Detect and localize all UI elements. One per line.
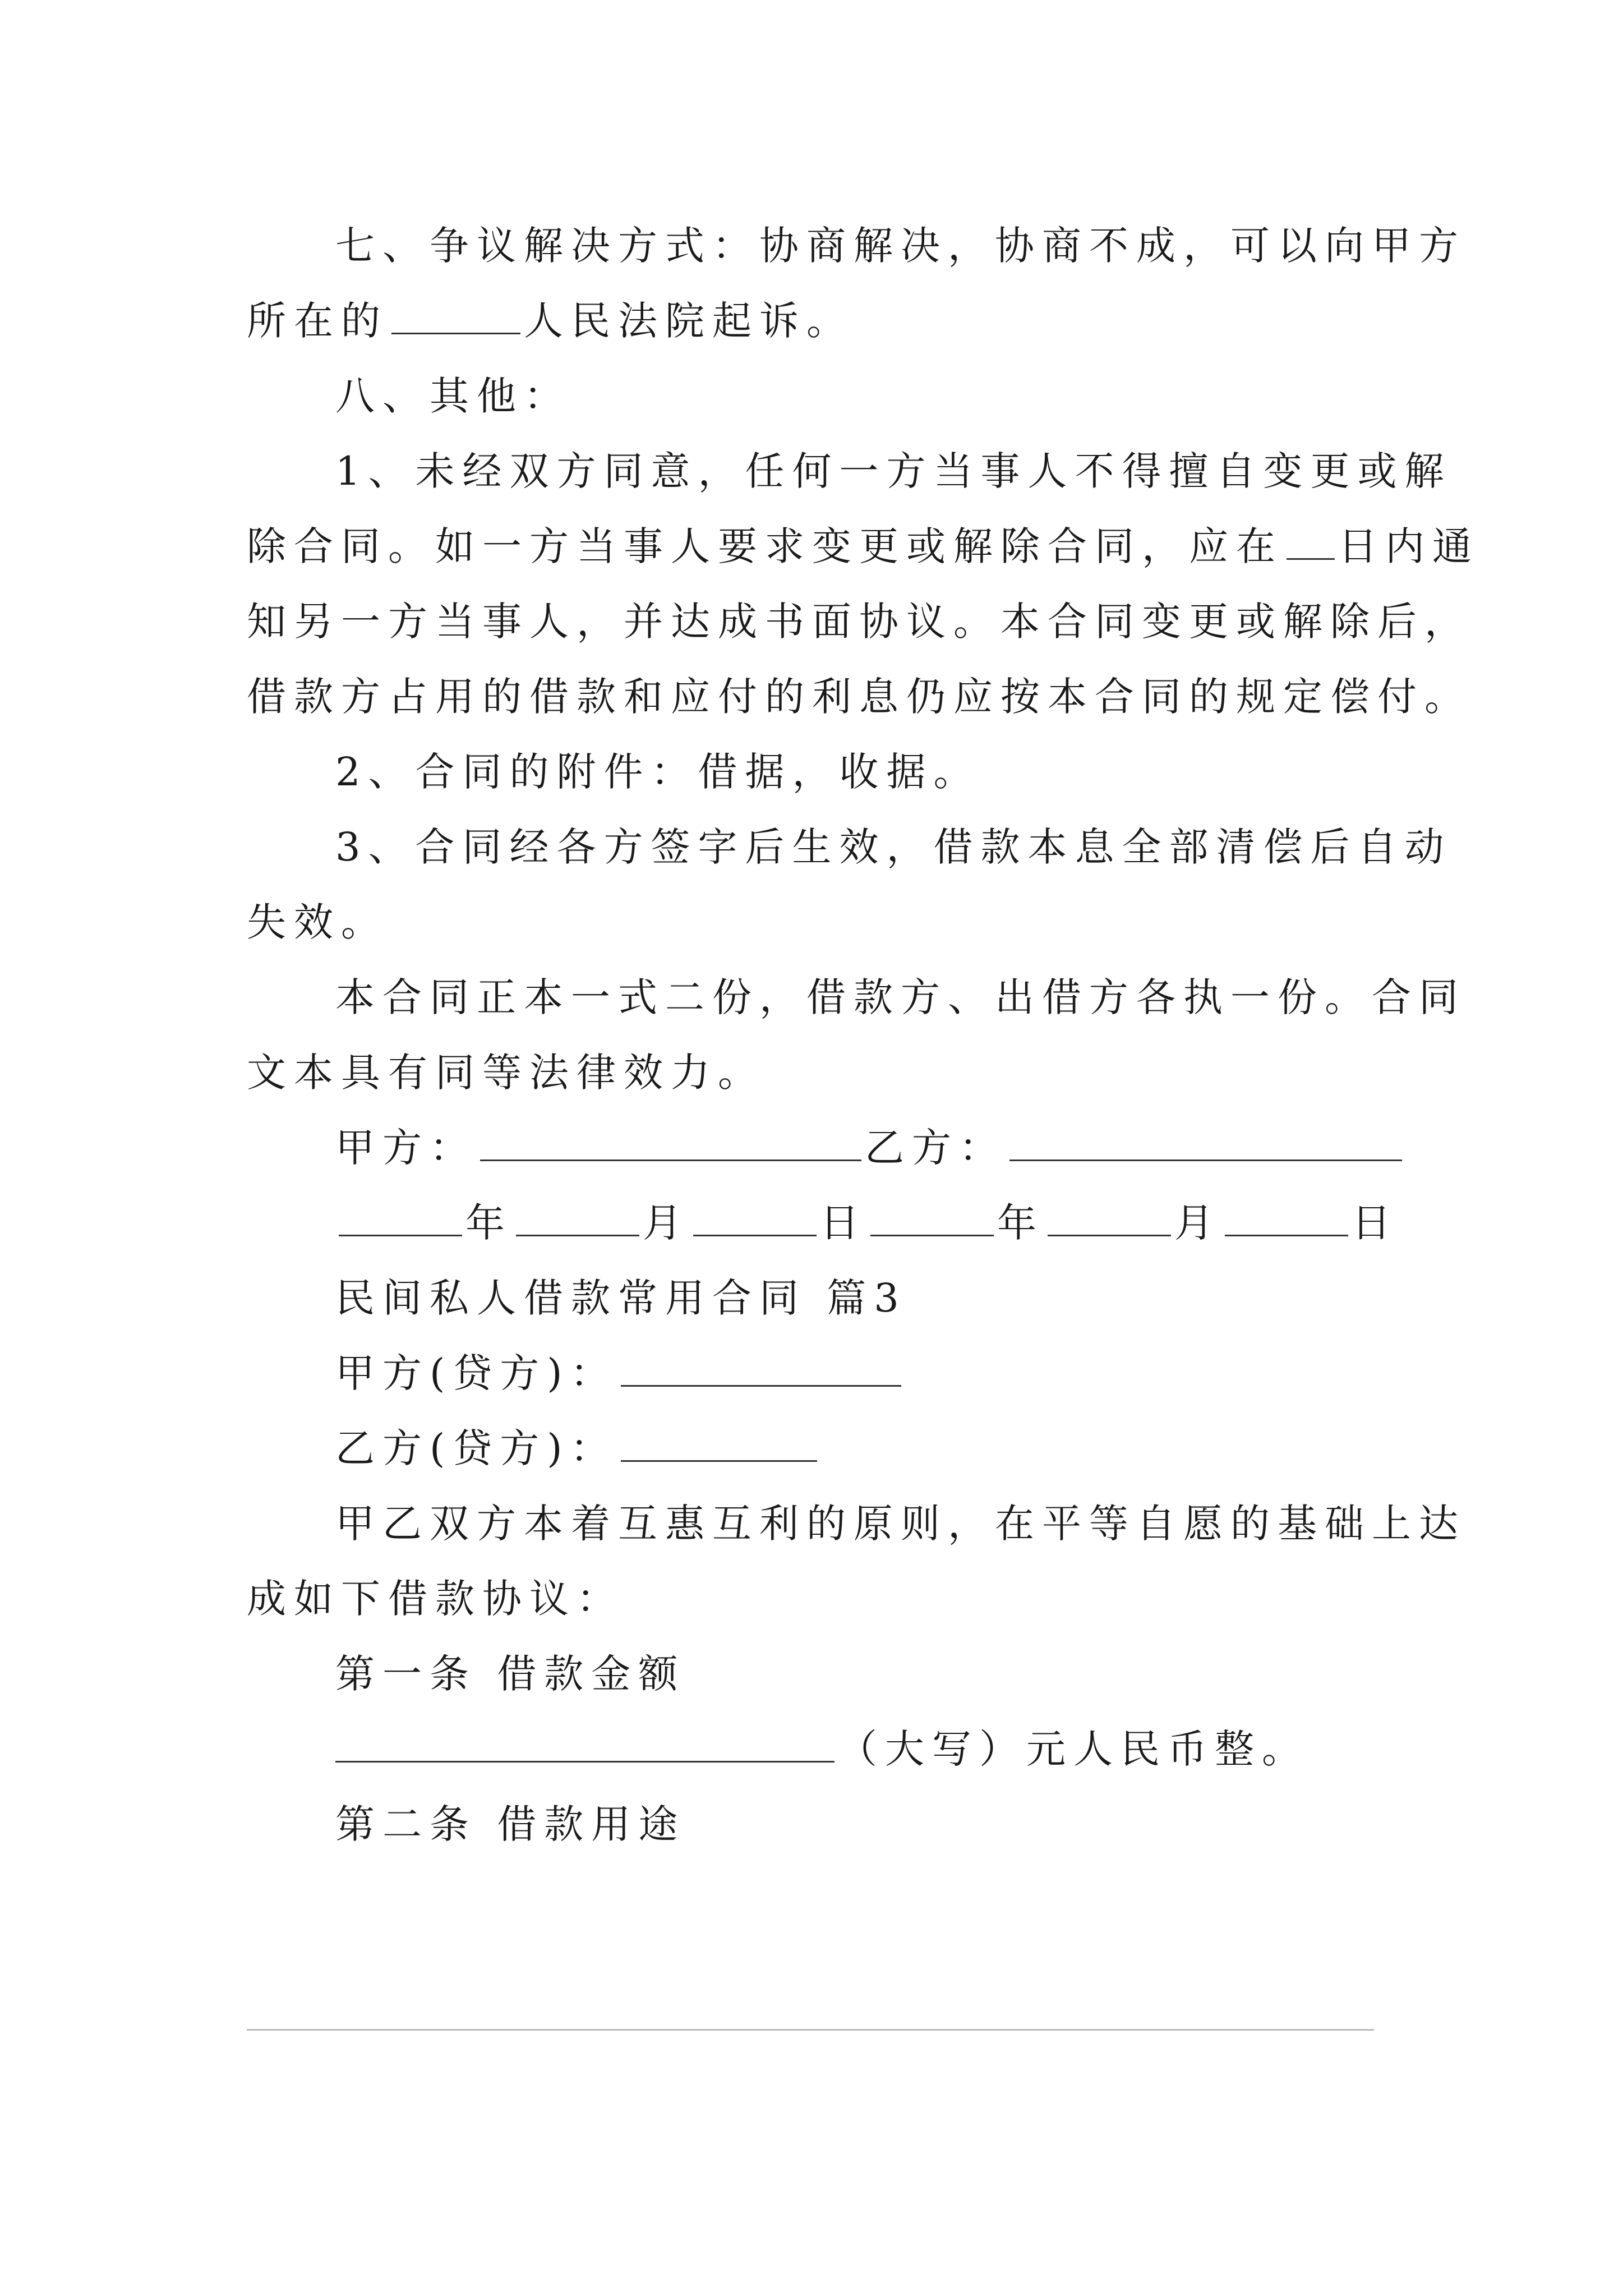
intro-line-1 xyxy=(335,1500,1466,1547)
party-b-blank xyxy=(1009,1126,1402,1161)
text: 2、合同的附件：借据，收据。 xyxy=(335,749,981,795)
amount-blank xyxy=(335,1727,834,1763)
borrower-line xyxy=(335,1425,820,1472)
text: 借款方占用的借款和应付的利息仍应按本合同的规定偿付。 xyxy=(247,674,1472,720)
lender-blank xyxy=(621,1351,901,1387)
text: 成如下借款协议： xyxy=(247,1576,624,1622)
item-3-line-2 xyxy=(247,899,388,946)
copies-line-1 xyxy=(335,974,1466,1021)
text: 文本具有同等法律效力。 xyxy=(247,1050,765,1096)
month-blank-a xyxy=(516,1201,639,1236)
borrower-blank xyxy=(621,1427,817,1462)
year-label: 年 xyxy=(997,1200,1044,1246)
party-a-label: 甲方： xyxy=(335,1125,477,1171)
text: 失效。 xyxy=(247,899,388,945)
copies-line-2 xyxy=(247,1049,765,1096)
day-blank-a xyxy=(693,1201,817,1236)
section-title xyxy=(335,1274,907,1322)
text: 甲乙双方本着互惠互利的原则，在平等自愿的基础上达 xyxy=(335,1501,1466,1547)
day-label: 日 xyxy=(1352,1200,1399,1246)
footer-rule xyxy=(247,2029,1374,2031)
text: （大写）元人民币整。 xyxy=(838,1726,1309,1772)
text: 甲方(贷方)： xyxy=(335,1350,617,1396)
day-blank-b xyxy=(1225,1201,1348,1236)
article-2-heading xyxy=(335,1801,685,1848)
item-1-line-1 xyxy=(335,448,1452,495)
days-blank xyxy=(1287,524,1335,560)
text: 3、合同经各方签字后生效，借款本息全部清偿后自动 xyxy=(335,824,1452,870)
day-label: 日 xyxy=(820,1200,867,1246)
text: 七、争议解决方式：协商解决，协商不成，可以向甲方 xyxy=(335,223,1466,269)
amount-line xyxy=(335,1726,1309,1773)
item-1-line-2 xyxy=(247,523,1479,570)
text: 第一条 借款金额 xyxy=(335,1651,686,1697)
clause-7-line-1 xyxy=(335,222,1466,269)
signature-line xyxy=(335,1124,1405,1171)
text: 日内通 xyxy=(1338,523,1479,569)
text: 人民法院起诉。 xyxy=(524,298,854,344)
text: 八、其他： xyxy=(335,373,571,419)
year-blank-a xyxy=(339,1201,462,1236)
intro-line-2 xyxy=(247,1575,624,1622)
text: 除合同。如一方当事人要求变更或解除合同，应在 xyxy=(247,523,1283,569)
section-8-heading xyxy=(335,372,571,420)
text: 民间私人借款常用合同 篇3 xyxy=(335,1275,907,1321)
item-2 xyxy=(335,748,981,795)
text: 所在的 xyxy=(247,298,388,344)
month-label: 月 xyxy=(643,1200,690,1246)
item-3-line-1 xyxy=(335,823,1452,871)
month-label: 月 xyxy=(1174,1200,1221,1246)
year-blank-b xyxy=(870,1201,994,1236)
item-1-line-3 xyxy=(247,598,1472,645)
text: 第二条 借款用途 xyxy=(335,1801,686,1847)
article-1-heading xyxy=(335,1650,685,1697)
party-b-label: 乙方： xyxy=(865,1125,1006,1171)
text: 1、未经双方同意，任何一方当事人不得擅自变更或解 xyxy=(335,448,1452,494)
party-a-blank xyxy=(480,1126,861,1161)
year-label: 年 xyxy=(465,1200,513,1246)
date-line xyxy=(335,1199,1399,1246)
text: 知另一方当事人，并达成书面协议。本合同变更或解除后， xyxy=(247,599,1472,645)
month-blank-b xyxy=(1048,1201,1171,1236)
text: 乙方(贷方)： xyxy=(335,1425,617,1471)
item-1-line-4 xyxy=(247,673,1472,720)
lender-line xyxy=(335,1350,905,1397)
court-blank xyxy=(391,299,520,334)
clause-7-line-2 xyxy=(247,297,854,344)
text: 本合同正本一式二份，借款方、出借方各执一份。合同 xyxy=(335,974,1466,1020)
